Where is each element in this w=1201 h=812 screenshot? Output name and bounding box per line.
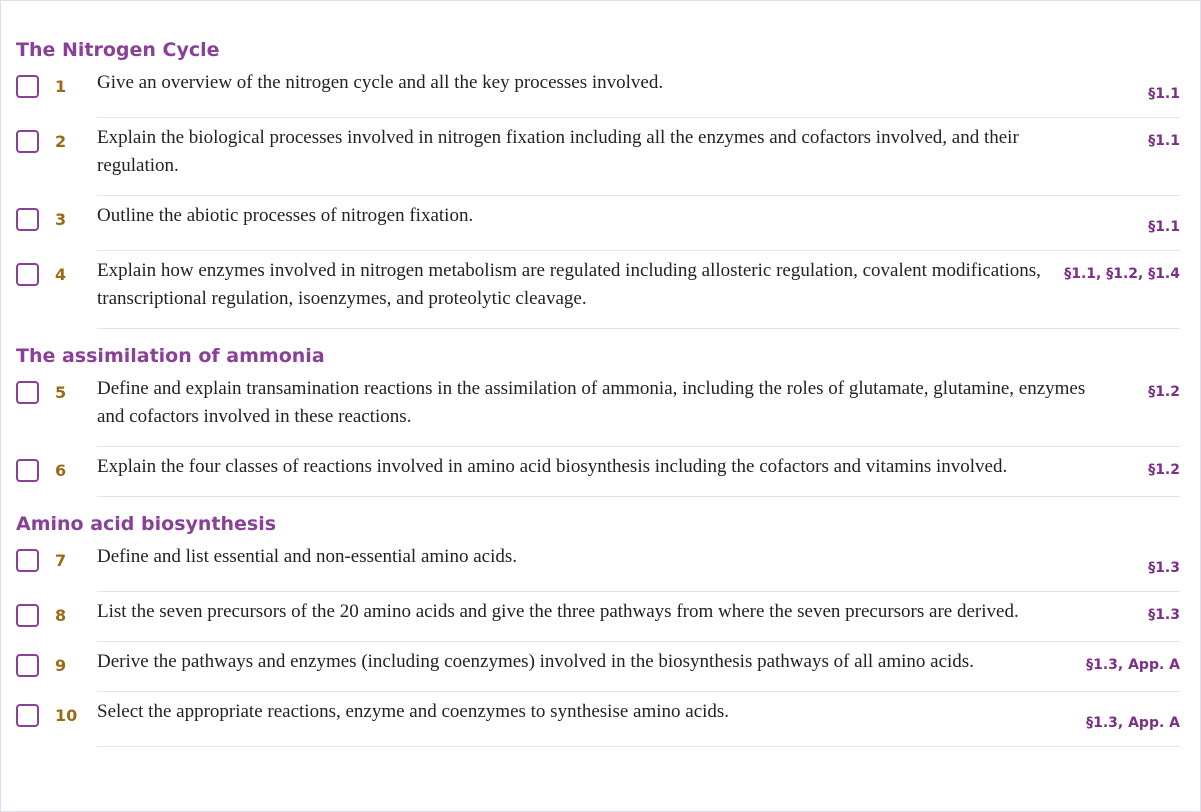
objective-number: 7 [55,551,67,570]
objective-row [97,692,1180,747]
objective-row [97,447,1180,497]
objective-item [16,642,1180,692]
objective-text: Outline the abiotic processes of nitrogen fixation. [97,205,474,226]
section-reference-link[interactable]: §1.3 [1148,560,1180,576]
section-reference-link[interactable]: §1.3, App. A [1086,657,1180,673]
section-reference-link[interactable]: §1.2 [1148,384,1180,400]
objective-checkbox[interactable] [16,130,39,153]
section-reference-link[interactable]: §1.1 [1148,219,1180,235]
objective-number: 9 [55,656,67,675]
objective-row [97,196,1180,251]
objective-text: List the seven precursors of the 20 amino acids and give the three pathways from where the seven precursors are derived. [97,601,1019,622]
section-title-nitrogen-cycle: The Nitrogen Cycle [16,39,220,61]
objective-number: 3 [55,210,67,229]
section-reference-link[interactable]: §1.3, App. A [1086,715,1180,731]
objective-checkbox[interactable] [16,459,39,482]
objective-item [16,196,1180,251]
objective-text: Select the appropriate reactions, enzyme and coenzymes to synthesise amino acids. [97,701,730,722]
objective-row [97,537,1180,592]
objective-text: Give an overview of the nitrogen cycle and all the key processes involved. [97,72,664,93]
objective-item [16,537,1180,592]
objective-text: Explain the four classes of reactions involved in amino acid biosynthesis including the cofactors and vitamins involved. [97,456,1008,477]
section-reference-link[interactable]: §1.1, §1.2, §1.4 [1064,266,1180,282]
objective-text: Explain how enzymes involved in nitrogen metabolism are regulated including allosteric regulation, covalent modifications, transcriptional regulation, isoenzymes, and proteolytic cleavage. [97,260,1041,309]
objective-checkbox[interactable] [16,75,39,98]
objective-checkbox[interactable] [16,208,39,231]
objective-number: 1 [55,77,67,96]
objective-text: Derive the pathways and enzymes (including coenzymes) involved in the biosynthesis pathways of all amino acids. [97,651,974,672]
objective-row [97,592,1180,642]
objective-row [97,369,1180,447]
objective-row [97,63,1180,118]
objective-checkbox[interactable] [16,704,39,727]
objective-text: Define and explain transamination reactions in the assimilation of ammonia, including the roles of glutamate, glutamine, enzymes and cofactors involved in these reactions. [97,378,1086,427]
objective-item [16,692,1180,747]
objective-item [16,251,1180,329]
section-reference-link[interactable]: §1.1 [1148,133,1180,149]
objective-number: 4 [55,265,67,284]
objective-checkbox[interactable] [16,381,39,404]
objective-checkbox[interactable] [16,604,39,627]
objective-number: 10 [55,706,78,725]
objective-item [16,118,1180,196]
objective-row [97,251,1180,329]
objective-item [16,369,1180,447]
objective-checkbox[interactable] [16,549,39,572]
section-reference-link[interactable]: §1.1 [1148,86,1180,102]
objectives-content [16,37,1180,747]
objective-checkbox[interactable] [16,654,39,677]
objective-number: 2 [55,132,67,151]
objective-row [97,642,1180,692]
section-title-amino-acid-biosynthesis: Amino acid biosynthesis [16,513,277,535]
objective-checkbox[interactable] [16,263,39,286]
objective-number: 5 [55,383,67,402]
section-reference-link[interactable]: §1.2 [1148,462,1180,478]
objective-number: 6 [55,461,67,480]
objective-item [16,63,1180,118]
section-title-assimilation-of-ammonia: The assimilation of ammonia [16,345,325,367]
objective-item [16,592,1180,642]
objective-text: Explain the biological processes involved in nitrogen fixation including all the enzymes and cofactors involved, and their regulation. [97,127,1019,176]
objective-row [97,118,1180,196]
objective-number: 8 [55,606,67,625]
objective-item [16,447,1180,497]
objective-text: Define and list essential and non-essential amino acids. [97,546,517,567]
section-reference-link[interactable]: §1.3 [1148,607,1180,623]
